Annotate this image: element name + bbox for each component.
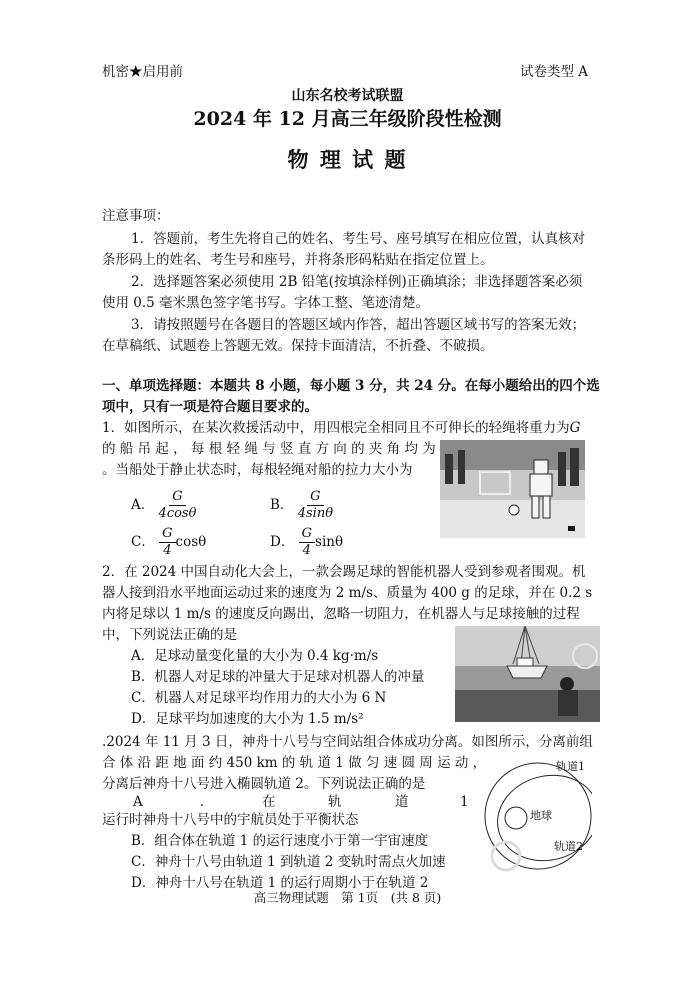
- q1-line-1-text: 1．如图所示，在某次救援活动中，用四根完全相同且不可伸长的轻绳将重力为: [102, 420, 570, 436]
- q1-gravity-symbol: G: [569, 420, 581, 436]
- note-1-line-1: 1．答题前，考生先将自己的姓名、考生号、座号填写在相应位置，认真核对: [131, 231, 586, 247]
- q3-option-a-word-3: 道: [395, 794, 409, 810]
- robot-soccer-photo: [440, 440, 585, 538]
- q3-option-a-line-2: 运行时神舟十八号中的宇航员处于平衡状态: [102, 812, 359, 828]
- section-heading-line-1: 一、单项选择题：本题共 8 小题，每小题 3 分，共 24 分。在每小题给出的四个选: [102, 378, 600, 394]
- q1-option-a: [131, 489, 196, 522]
- q2-option-a: A．足球动量变化量的大小为 0.4 kg·m/s: [131, 648, 379, 664]
- q1-option-b-numerator: G: [307, 489, 323, 506]
- q1-option-d-numerator: G: [299, 526, 315, 543]
- page-footer: 高三物理试题 第 1页 (共 8 页): [253, 890, 442, 905]
- q1-option-c-denominator: 4: [163, 543, 172, 558]
- q2-line-2: 器人接到沿水平地面运动过来的速度为 2 m/s、质量为 400 g 的足球，并在 0.2 s: [102, 585, 593, 601]
- q3-line-1: .2024 年 11 月 3 日，神舟十八号与空间站组合体成功分离。如图所示，分离前组: [102, 734, 593, 750]
- q3-option-a-word-2: 轨: [328, 794, 342, 810]
- q3-line-2: 合 体 沿 距 地 面 约 450 km 的 轨 道 1 做 匀 速 圆 周 运 动 ，: [102, 755, 487, 771]
- q1-option-d-fraction: [299, 526, 315, 559]
- q1-option-a-label: A．: [131, 497, 155, 513]
- note-3-line-2: 在草稿纸、试题卷上答题无效。保持卡面清洁，不折叠、不破损。: [102, 338, 494, 354]
- q1-option-d-function: sinθ: [315, 534, 344, 550]
- earth-circle: [505, 807, 527, 829]
- q1-option-b-denominator: 4sinθ: [297, 506, 334, 521]
- q1-line-1: [102, 418, 580, 438]
- earth-label: 地球: [530, 809, 552, 822]
- note-2-line-1: 2．选择题答案必须使用 2B 铅笔(按填涂样例)正确填涂；非选择题答案必须: [131, 274, 583, 290]
- note-1-line-2: 条形码上的姓名、考生号和座号，并将条形码粘贴在指定位置上。: [102, 252, 494, 268]
- q1-option-c: [131, 526, 206, 559]
- notes-heading: 注意事项：: [102, 208, 170, 224]
- q2-line-1: 2．在 2024 中国自动化大会上，一款会踢足球的智能机器人受到参观者围观。机: [102, 564, 586, 580]
- section-heading-line-2: 项中，只有一项是符合题目要求的。: [102, 399, 318, 415]
- q1-option-c-fraction: [159, 526, 175, 559]
- ship-rescue-photo: [455, 626, 600, 722]
- q1-option-b: [270, 489, 333, 522]
- q3-option-c: C．神舟十八号由轨道 1 到轨道 2 变轨时需点火加速: [131, 854, 446, 870]
- q3-line-3: 分离后神舟十八号进入椭圆轨道 2。下列说法正确的是: [102, 776, 426, 792]
- robot-soccer-illustration: [440, 440, 585, 538]
- subject-title: 物 理 试 题: [287, 147, 408, 172]
- q1-option-a-numerator: G: [169, 489, 185, 506]
- q1-option-a-fraction: [159, 489, 197, 522]
- confidential-label: 机密★启用前: [102, 64, 183, 80]
- q2-line-3: 内将足球以 1 m/s 的速度反向踢出，忽略一切阻力，在机器人与足球接触的过程: [102, 606, 580, 622]
- orbit-diagram: [484, 756, 592, 876]
- q3-option-a-word-4: 1: [460, 794, 469, 810]
- q3-option-a-word-1: 在: [262, 794, 276, 810]
- q1-option-d: [270, 526, 343, 559]
- q2-option-c: C．机器人对足球平均作用力的大小为 6 N: [131, 690, 387, 706]
- alliance-title: 山东名校考试联盟: [291, 88, 404, 104]
- q1-option-c-numerator: G: [159, 526, 175, 543]
- note-3-line-1: 3．请按照题号在各题目的答题区域内作答，超出答题区域书写的答案无效；: [131, 317, 586, 333]
- exam-title: 2024 年 12 月高三年级阶段性检测: [193, 108, 502, 130]
- q3-option-a-dot: ．: [200, 794, 214, 810]
- q1-option-a-denominator: 4cosθ: [158, 506, 197, 521]
- orbit-1-label: 轨道1: [556, 760, 585, 773]
- ship-rescue-illustration: [455, 626, 600, 722]
- q1-option-b-label: B．: [270, 497, 294, 513]
- q1-line-2: [102, 439, 448, 459]
- q1-option-b-fraction: [298, 489, 333, 522]
- q1-option-c-label: C．: [131, 534, 155, 550]
- q2-option-d: D．足球平均加速度的大小为 1.5 m/s²: [131, 711, 364, 727]
- q1-line-2-text: 的 船 吊 起 ， 每 根 轻 绳 与 竖 直 方 向 的 夹 角 均 为: [102, 441, 436, 457]
- q1-line-3: 。当船处于静止状态时，每根轻绳对船的拉力大小为: [102, 462, 413, 478]
- q1-option-d-denominator: 4: [302, 543, 311, 558]
- q3-option-d: D．神舟十八号在轨道 1 的运行周期小于在轨道 2: [131, 875, 429, 891]
- q3-option-b: B．组合体在轨道 1 的运行速度小于第一宇宙速度: [131, 833, 429, 849]
- q1-option-c-function: cosθ: [175, 534, 207, 550]
- orbit-2-label: 轨道2: [554, 840, 583, 853]
- note-2-line-2: 使用 0.5 毫米黑色签字笔书写。字体工整、笔迹清楚。: [102, 295, 430, 311]
- q1-option-d-label: D．: [270, 534, 295, 550]
- q3-option-a-letter: A: [133, 794, 143, 810]
- q2-line-4: 中，下列说法正确的是: [102, 627, 237, 643]
- q2-option-b: B．机器人对足球的冲量大于足球对机器人的冲量: [131, 669, 425, 685]
- paper-type-label: 试卷类型 A: [520, 64, 589, 80]
